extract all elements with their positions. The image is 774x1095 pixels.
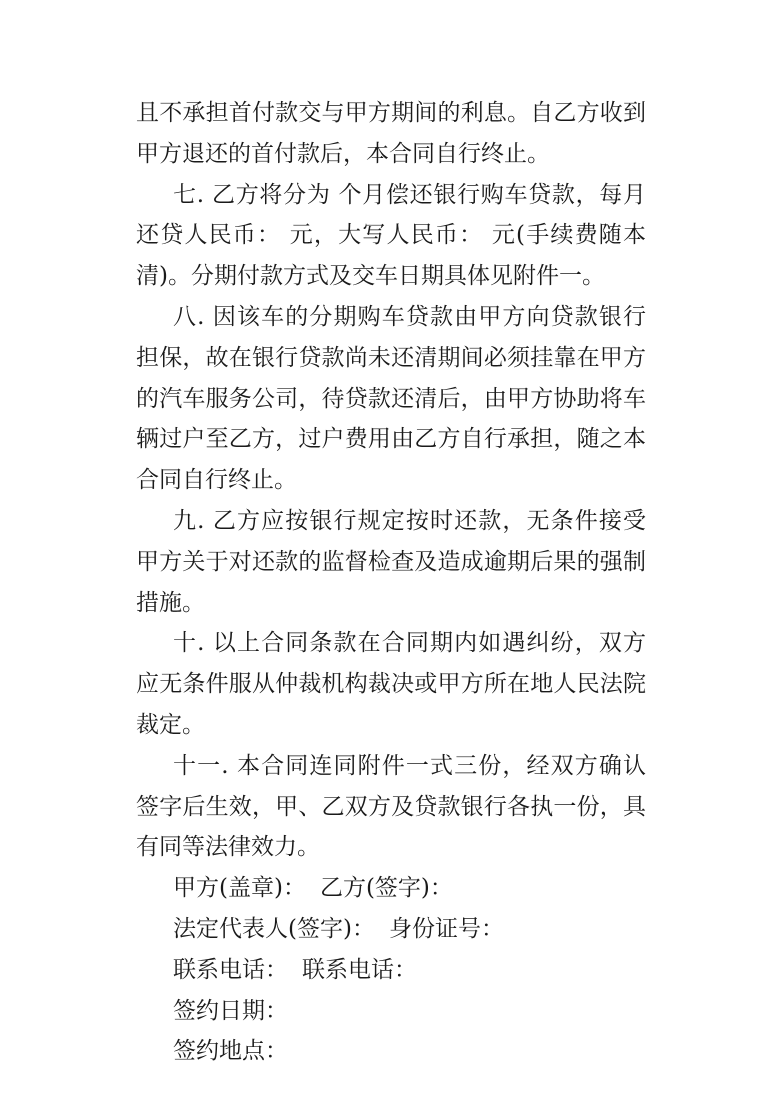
paragraph-clause-9: 九. 乙方应按银行规定按时还款，无条件接受甲方关于对还款的监督检查及造成逾期后果的强制措施。: [136, 507, 646, 616]
contract-body: [136, 93, 646, 1072]
id-number-label: 身份证号：: [388, 915, 504, 942]
legal-rep-label: 法定代表人(签字)：: [173, 915, 375, 942]
signature-line-date: [136, 991, 646, 1032]
paragraph-clause-8: 八. 因该车的分期购车贷款由甲方向贷款银行担保，故在银行贷款尚未还清期间必须挂靠在甲方的汽车服务公司，待贷款还清后，由甲方协助将车辆过户至乙方，过户费用由乙方自行承担，随之本合同自行终止。: [136, 303, 646, 494]
paragraph-clause-10: 十. 以上合同条款在合同期内如遇纠纷，双方应无条件服从仲裁机构裁决或甲方所在地人民法院裁定。: [136, 630, 646, 738]
signature-line-phones: [136, 950, 646, 991]
party-a-label: 甲方(盖章)：: [173, 875, 306, 902]
sign-place-label: 签约地点：: [173, 1038, 288, 1065]
signature-line-representative: [136, 909, 646, 950]
paragraph-terms-continued: 且不承担首付款交与甲方期间的利息。自乙方收到甲方退还的首付款后，本合同自行终止。: [136, 100, 646, 167]
signature-line-place: [136, 1031, 646, 1072]
paragraph-clause-11: 十一. 本合同连同附件一式三份，经双方确认签字后生效，甲、乙双方及贷款银行各执一份，具有同等法律效力。: [136, 752, 646, 861]
phone-a-label: 联系电话：: [173, 956, 288, 983]
signature-line-parties: [136, 868, 646, 909]
sign-date-label: 签约日期：: [173, 997, 288, 1024]
paragraph-clause-7: 七. 乙方将分为 个月偿还银行购车贷款，每月还贷人民币： 元，大写人民币： 元(手续费随本清)。分期付款方式及交车日期具体见附件一。: [136, 181, 646, 290]
party-b-label: 乙方(签字)：: [319, 875, 453, 902]
phone-b-label: 联系电话：: [302, 956, 417, 983]
